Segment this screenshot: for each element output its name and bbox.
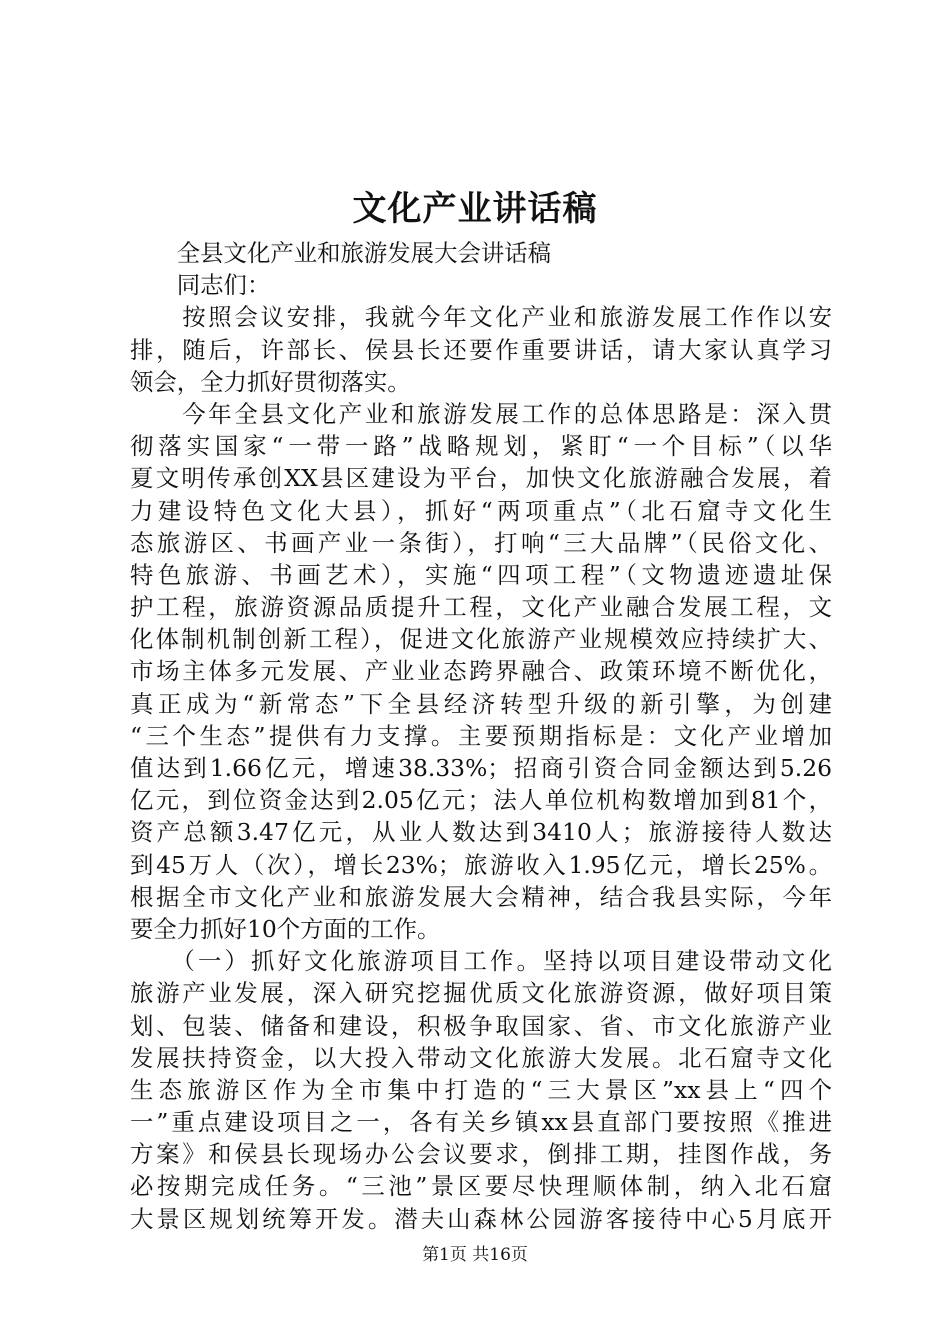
page-footer: 第1页 共16页 (422, 1245, 528, 1265)
document-body (130, 237, 832, 1235)
body-line: 市场主体多元发展、产业业态跨界融合、政策环境不断优化， (130, 657, 832, 686)
body-line: 态旅游区、书画产业一条街），打响“三大品牌”（民俗文化、 (130, 528, 832, 557)
body-line: 力建设特色文化大县），抓好“两项重点”（北石窟寺文化生 (130, 496, 832, 525)
body-line: 划、包装、储备和建设，积极争取国家、省、市文化旅游产业 (130, 1011, 832, 1040)
body-line: 今年全县文化产业和旅游发展工作的总体思路是：深入贯 (130, 399, 832, 428)
body-line: 值达到1.66亿元，增速38.33%；招商引资合同金额达到5.26 (130, 754, 832, 782)
body-line: 生态旅游区作为全市集中打造的“三大景区”xx县上“四个 (130, 1075, 832, 1104)
body-line: 领会，全力抓好贯彻落实。 (130, 367, 411, 396)
document-title: 文化产业讲话稿 (352, 189, 598, 229)
body-line: 一”重点建设项目之一，各有关乡镇xx县直部门要按照《推进 (130, 1108, 832, 1137)
body-line: 全县文化产业和旅游发展大会讲话稿 (130, 239, 552, 267)
body-line: 旅游产业发展，深入研究挖掘优质文化旅游资源，做好项目策 (130, 979, 832, 1008)
body-line: 化体制机制创新工程），促进文化旅游产业规模效应持续扩大、 (130, 625, 832, 654)
body-line: 必按期完成任务。“三池”景区要尽快理顺体制，纳入北石窟 (130, 1172, 832, 1201)
body-line: 排，随后，许部长、侯县长还要作重要讲话，请大家认真学习 (130, 335, 832, 364)
body-line: 根据全市文化产业和旅游发展大会精神，结合我县实际，今年 (130, 882, 832, 911)
body-line: 大景区规划统筹开发。潜夫山森林公园游客接待中心5月底开 (130, 1204, 832, 1233)
body-line: 方案》和侯县长现场办公会议要求，倒排工期，挂图作战，务 (130, 1140, 832, 1169)
body-line: 特色旅游、书画艺术），实施“四项工程”（文物遗迹遗址保 (130, 560, 832, 589)
body-line: （一）抓好文化旅游项目工作。坚持以项目建设带动文化 (130, 947, 832, 976)
body-line: 亿元，到位资金达到2.05亿元；法人单位机构数增加到81个， (130, 786, 832, 815)
body-line: 发展扶持资金，以大投入带动文化旅游大发展。北石窟寺文化 (130, 1043, 832, 1072)
body-line: “三个生态”提供有力支撑。主要预期指标是：文化产业增加 (130, 721, 832, 750)
body-line: 护工程，旅游资源品质提升工程，文化产业融合发展工程，文 (130, 593, 832, 622)
body-line: 彻落实国家“一带一路”战略规划，紧盯“一个目标”（以华 (130, 432, 832, 461)
body-line: 真正成为“新常态”下全县经济转型升级的新引擎，为创建 (130, 689, 832, 718)
body-line: 夏文明传承创XX县区建设为平台，加快文化旅游融合发展，着 (130, 464, 832, 493)
body-line: 要全力抓好10个方面的工作。 (130, 914, 441, 943)
body-line: 到45万人（次），增长23%；旅游收入1.95亿元，增长25%。 (130, 850, 832, 879)
body-line: 资产总额3.47亿元，从业人数达到3410人；旅游接待人数达 (130, 818, 832, 847)
body-line: 按照会议安排，我就今年文化产业和旅游发展工作作以安 (130, 303, 832, 332)
body-line: 同志们： (130, 271, 271, 300)
